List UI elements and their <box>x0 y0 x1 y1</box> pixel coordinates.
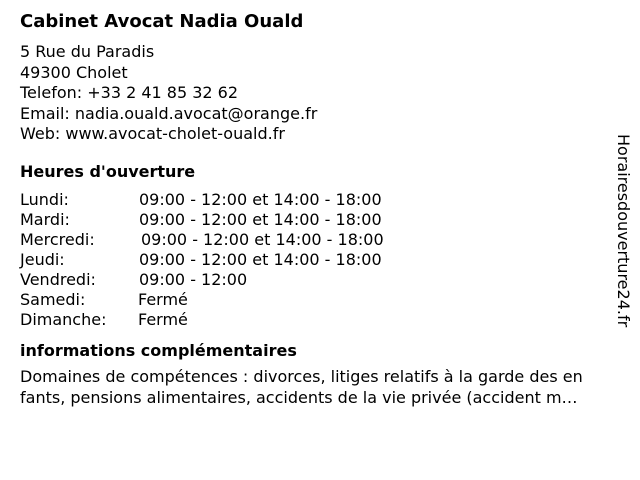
hours-row-monday <box>20 190 632 210</box>
hours-row-tuesday <box>20 210 632 230</box>
business-name: Cabinet Avocat Nadia Ouald <box>20 11 304 32</box>
time-value: Fermé <box>138 309 188 329</box>
street-address: 5 Rue du Paradis <box>20 42 155 61</box>
website-line: Web: www.avocat-cholet-ouald.fr <box>20 124 285 143</box>
info-line: fants, pensions alimentaires, accidents de la vie privée (accident m… <box>20 387 578 407</box>
additional-info-text <box>20 366 632 408</box>
day-label: Lundi: <box>20 189 69 209</box>
hours-row-wednesday <box>20 230 632 250</box>
business-card <box>20 10 632 408</box>
info-line: Domaines de compétences : divorces, litiges relatifs à la garde des en <box>20 366 583 386</box>
day-label: Mercredi: <box>20 229 95 249</box>
phone-line: Telefon: +33 2 41 85 32 62 <box>20 83 239 102</box>
hours-row-friday <box>20 270 632 290</box>
day-label: Dimanche: <box>20 309 107 329</box>
time-value: 09:00 - 12:00 et 14:00 - 18:00 <box>139 209 382 229</box>
time-value: Fermé <box>138 289 188 309</box>
hours-row-sunday <box>20 310 632 330</box>
hours-row-thursday <box>20 250 632 270</box>
day-label: Vendredi: <box>20 269 96 289</box>
opening-hours-table <box>20 190 632 330</box>
time-value: 09:00 - 12:00 et 14:00 - 18:00 <box>141 229 384 249</box>
watermark-text: Horairesdouverture24.fr <box>614 134 633 328</box>
hours-row-saturday <box>20 290 632 310</box>
site-watermark <box>614 134 632 348</box>
day-label: Mardi: <box>20 209 70 229</box>
time-value: 09:00 - 12:00 et 14:00 - 18:00 <box>139 249 382 269</box>
contact-block <box>20 42 632 145</box>
day-label: Jeudi: <box>20 249 65 269</box>
postal-city: 49300 Cholet <box>20 62 128 82</box>
time-value: 09:00 - 12:00 et 14:00 - 18:00 <box>139 189 382 209</box>
email-line: Email: nadia.ouald.avocat@orange.fr <box>20 103 318 123</box>
opening-hours-heading: Heures d'ouverture <box>20 161 196 181</box>
additional-info-heading: informations complémentaires <box>20 340 297 360</box>
time-value: 09:00 - 12:00 <box>139 269 248 289</box>
day-label: Samedi: <box>20 289 86 309</box>
